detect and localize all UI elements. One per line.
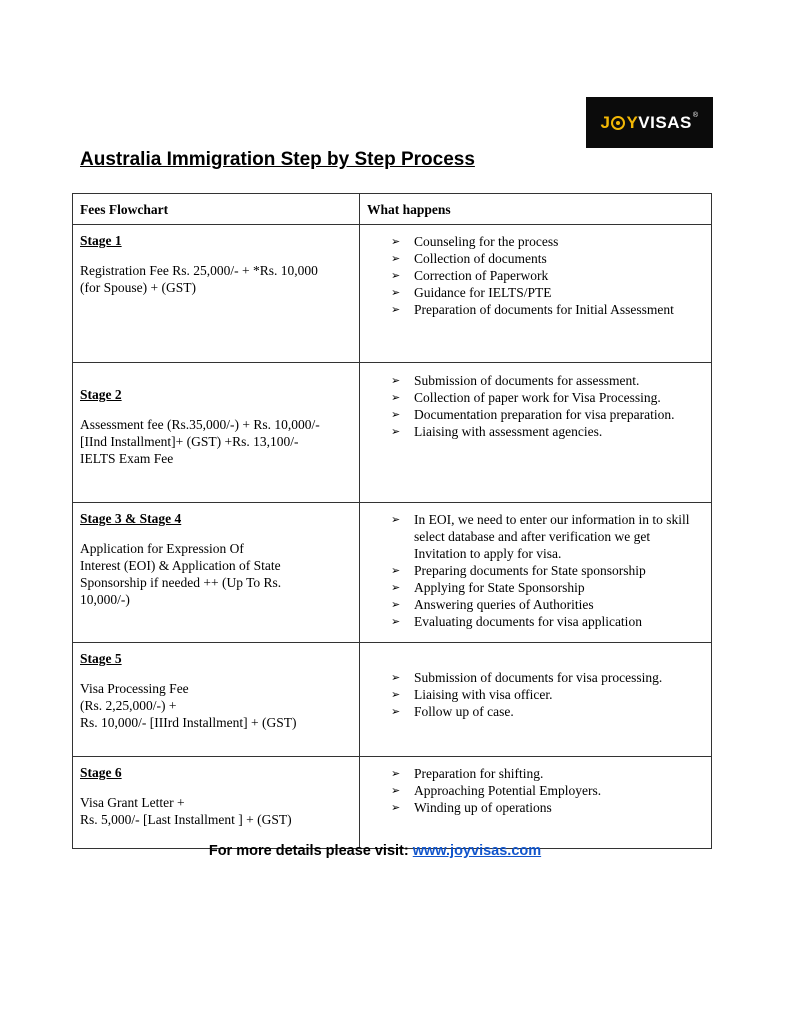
stage-title: Stage 1 — [80, 233, 122, 248]
steps-cell — [360, 643, 712, 757]
footer-text: For more details please visit: — [208, 843, 409, 859]
steps-cell — [360, 363, 712, 503]
table-row — [73, 757, 712, 849]
fee-line: Rs. 5,000/- [Last Installment ] + (GST) — [80, 812, 292, 827]
table-header-row — [73, 194, 712, 225]
website-link[interactable]: www.joyvisas.com — [412, 843, 542, 859]
list-item: ➢ Collection of documents — [391, 250, 702, 267]
list-item: ➢ Documentation preparation for visa preparation. — [391, 406, 702, 423]
list-item: ➢ Guidance for IELTS/PTE — [391, 284, 702, 301]
fee-cell — [73, 503, 360, 643]
fee-description — [80, 540, 352, 608]
list-item: ➢ Applying for State Sponsorship — [391, 579, 702, 596]
fee-cell — [73, 225, 360, 363]
fee-cell — [73, 643, 360, 757]
footer — [0, 843, 750, 859]
registered-mark: ® — [692, 112, 699, 119]
fee-cell — [73, 757, 360, 849]
stage-title: Stage 5 — [80, 651, 122, 666]
list-item: ➢ Preparation of documents for Initial Assessment — [391, 301, 702, 318]
fee-line: Registration Fee Rs. 25,000/- + *Rs. 10,000 — [80, 263, 318, 278]
document-title: Australia Immigration Step by Step Process — [80, 149, 475, 170]
list-item: ➢ Follow up of case. — [391, 703, 702, 720]
list-item: ➢ Counseling for the process — [391, 233, 702, 250]
list-item: ➢ Preparing documents for State sponsorship — [391, 562, 702, 579]
steps-list — [361, 364, 710, 444]
fee-line: Visa Grant Letter + — [80, 795, 185, 810]
list-item: ➢ Winding up of operations — [391, 799, 702, 816]
table-row — [73, 225, 712, 363]
steps-list — [361, 226, 710, 322]
stage-title: Stage 6 — [80, 765, 122, 780]
joyvisas-logo — [586, 97, 713, 148]
steps-list — [361, 504, 710, 634]
stage-title: Stage 2 — [80, 387, 122, 402]
fee-description — [80, 262, 352, 296]
fee-line: 10,000/-) — [80, 592, 130, 607]
list-item: ➢ Correction of Paperwork — [391, 267, 702, 284]
fees-table — [72, 193, 712, 849]
list-item: ➢ Submission of documents for assessment. — [391, 372, 702, 389]
logo-letter-j: J — [600, 112, 611, 132]
fee-description — [80, 680, 352, 731]
fee-line: Interest (EOI) & Application of State — [80, 558, 281, 573]
table-row — [73, 363, 712, 503]
table-row — [73, 503, 712, 643]
steps-cell — [360, 503, 712, 643]
table-row — [73, 643, 712, 757]
steps-cell — [360, 757, 712, 849]
fee-line: IELTS Exam Fee — [80, 451, 174, 466]
fee-line: Assessment fee (Rs.35,000/-) + Rs. 10,000/- — [80, 417, 320, 432]
list-item: ➢ In EOI, we need to enter our information in to skill select database and after verification we get Invitation to apply for visa. — [391, 511, 702, 562]
list-item: ➢ Submission of documents for visa processing. — [391, 669, 702, 686]
list-item: ➢ Evaluating documents for visa application — [391, 613, 702, 630]
list-item: ➢ Approaching Potential Employers. — [391, 782, 702, 799]
fee-line: (Rs. 2,25,000/-) + — [80, 698, 177, 713]
fee-description — [80, 416, 352, 467]
list-item: ➢ Preparation for shifting. — [391, 765, 702, 782]
globe-icon — [611, 116, 625, 130]
fee-line: Sponsorship if needed ++ (Up To Rs. — [80, 575, 282, 590]
fee-line: Rs. 10,000/- [IIIrd Installment] + (GST) — [80, 715, 297, 730]
list-item: ➢ Liaising with assessment agencies. — [391, 423, 702, 440]
fee-line: Visa Processing Fee — [80, 681, 189, 696]
list-item: ➢ Liaising with visa officer. — [391, 686, 702, 703]
steps-cell — [360, 225, 712, 363]
steps-list — [361, 758, 710, 820]
stage-title: Stage 3 & Stage 4 — [80, 511, 182, 526]
fee-line: Application for Expression Of — [80, 541, 244, 556]
logo-wordmark — [600, 113, 698, 133]
list-item: ➢ Collection of paper work for Visa Processing. — [391, 389, 702, 406]
header-fees-flowchart: Fees Flowchart — [73, 194, 360, 225]
fee-description — [80, 794, 352, 828]
fee-cell — [73, 363, 360, 503]
header-what-happens: What happens — [360, 194, 712, 225]
fee-line: [IInd Installment]+ (GST) +Rs. 13,100/- — [80, 434, 299, 449]
steps-list — [361, 644, 710, 724]
fee-line: (for Spouse) + (GST) — [80, 280, 196, 295]
list-item: ➢ Answering queries of Authorities — [391, 596, 702, 613]
logo-letter-y: Y — [626, 112, 639, 132]
logo-text-visas: VISAS — [638, 112, 692, 132]
